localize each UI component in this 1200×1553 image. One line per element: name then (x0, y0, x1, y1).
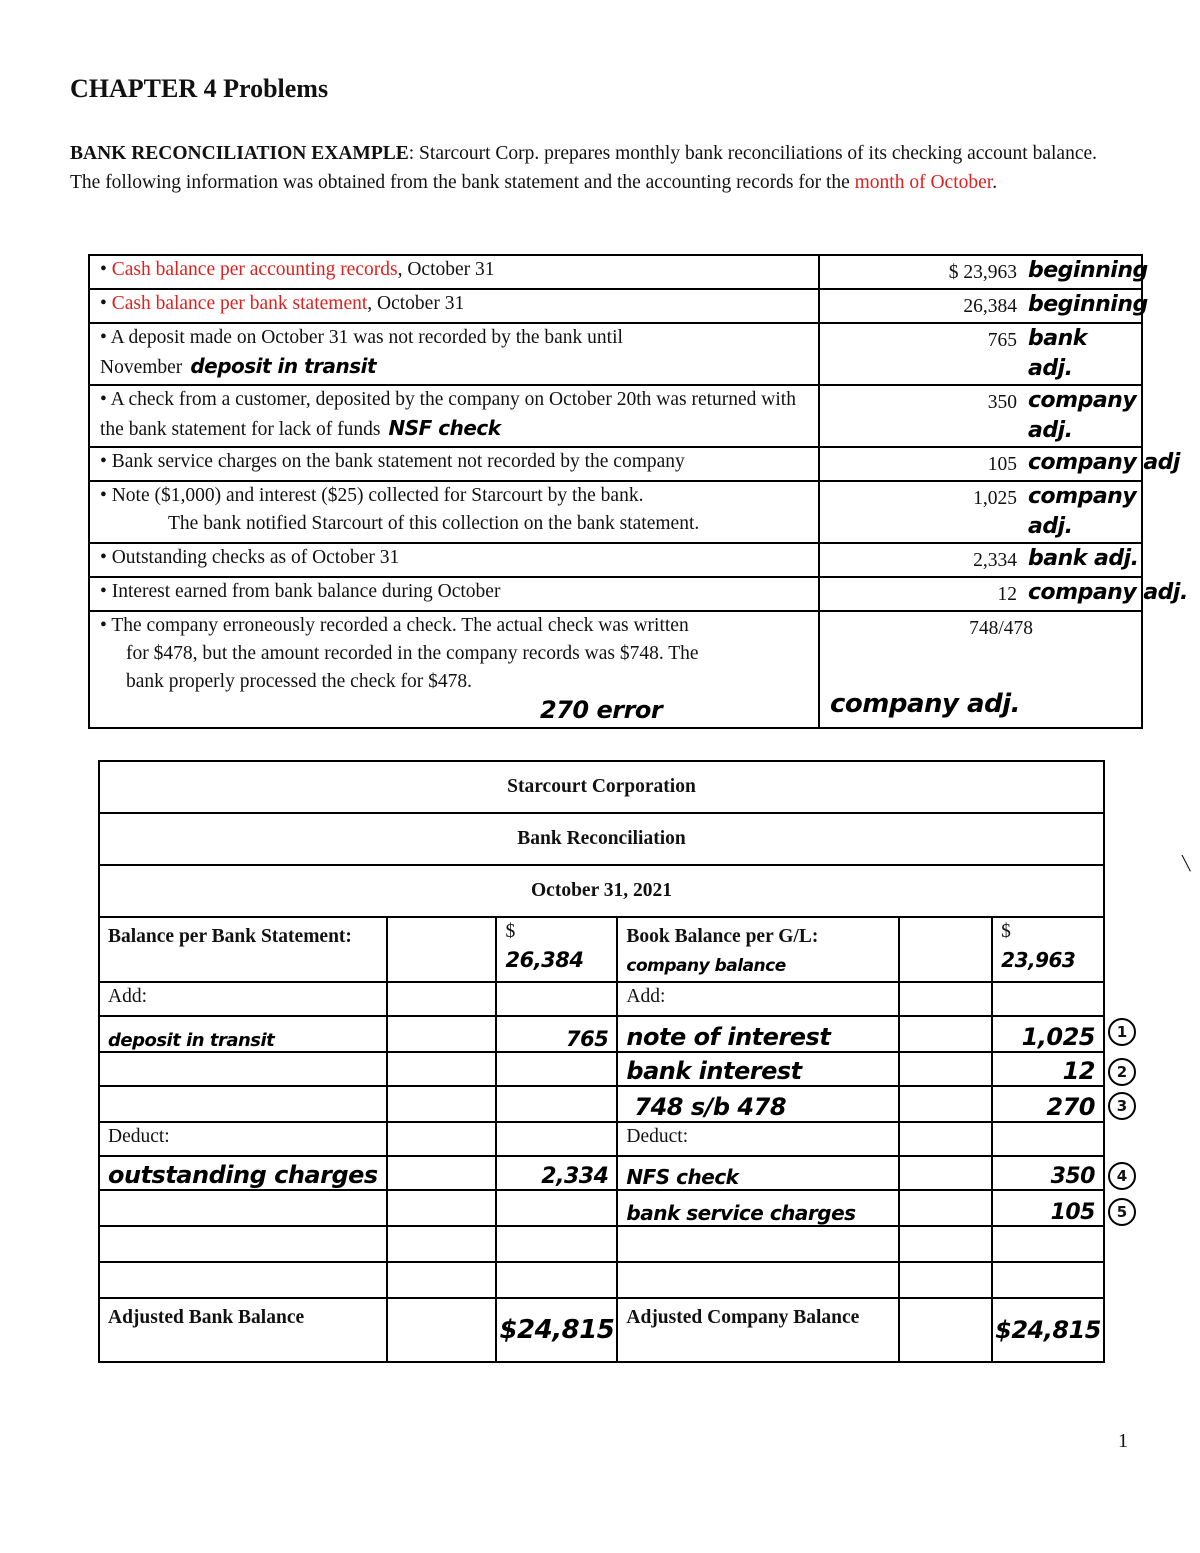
fact-handwritten-note: company adj (1028, 450, 1180, 475)
fact-text: Note ($1,000) and interest ($25) collected for Starcourt by the bank. (111, 485, 644, 506)
empty-cell (496, 982, 617, 1016)
fact-desc: • Interest earned from bank balance during October (89, 577, 819, 611)
fact-amount-cell (819, 611, 1142, 728)
fact-amount-cell (819, 481, 1142, 543)
fact-amount: 350 (987, 392, 1017, 413)
fact-red-text: Cash balance per accounting records (111, 259, 398, 280)
table-row (89, 611, 1142, 728)
fact-amount-cell (819, 543, 1142, 577)
fact-desc: • Note ($1,000) and interest ($25) collected for Starcourt by the bank. The bank notified Starcourt of this collection on the bank statement. (89, 481, 819, 543)
fact-handwritten-note: beginning (1028, 258, 1148, 283)
table-row (99, 865, 1104, 917)
fact-desc: • A deposit made on October 31 was not recorded by the bank until November deposit in transit (89, 323, 819, 385)
fact-handwritten-tag: NSF check (388, 416, 501, 440)
table-row (99, 1298, 1104, 1362)
empty-cell (496, 1262, 617, 1298)
empty-cell (387, 1016, 497, 1052)
table-row (99, 1156, 1104, 1190)
empty-cell (99, 1190, 387, 1226)
empty-cell (899, 1016, 992, 1052)
empty-cell (387, 917, 497, 982)
empty-cell (617, 1262, 899, 1298)
empty-cell (387, 1262, 497, 1298)
empty-cell (387, 1226, 497, 1262)
book-start-cell (992, 917, 1104, 982)
fact-desc: • A check from a customer, deposited by the company on October 20th was returned with the bank statement for lack of funds NSF check (89, 385, 819, 447)
empty-cell (899, 982, 992, 1016)
book-balance-cell (617, 917, 899, 982)
adjusted-bank-amount: $24,815 (496, 1298, 617, 1362)
table-row (99, 1086, 1104, 1122)
table-row (99, 1262, 1104, 1298)
empty-cell (899, 1262, 992, 1298)
table-row (89, 323, 1142, 385)
fact-text: Bank service charges on the bank statement not recorded by the company (111, 451, 685, 472)
empty-cell (387, 1122, 497, 1156)
table-row (99, 982, 1104, 1016)
circled-number-2: 2 (1108, 1058, 1136, 1086)
doc-date: October 31, 2021 (99, 865, 1104, 917)
fact-amount: 105 (987, 454, 1017, 475)
fact-amount: 1,025 (973, 488, 1017, 509)
table-row (89, 289, 1142, 323)
fact-amount: 2,334 (973, 550, 1017, 571)
fact-handwritten-tag: deposit in transit (190, 354, 377, 378)
fact-handwritten-note: company adj. (1028, 484, 1137, 539)
stray-mark: ╲ (1182, 857, 1191, 872)
fact-handwritten-note: company adj. (830, 689, 1020, 719)
fact-amount-cell (819, 323, 1142, 385)
empty-cell (387, 1086, 497, 1122)
bank-add-item: deposit in transit (99, 1016, 387, 1052)
fact-amount: $ 23,963 (948, 262, 1017, 283)
empty-cell (992, 1262, 1104, 1298)
empty-cell (899, 1052, 992, 1086)
deduct-label-book: Deduct: (617, 1122, 899, 1156)
empty-cell (899, 1190, 992, 1226)
fact-text: A deposit made on October 31 was not recorded by the bank until November (100, 327, 623, 378)
empty-cell (387, 1190, 497, 1226)
empty-cell (99, 1262, 387, 1298)
fact-desc: • Cash balance per accounting records, October 31 (89, 255, 819, 289)
fact-red-text: Cash balance per bank statement (111, 293, 368, 314)
table-row (99, 1190, 1104, 1226)
book-add-amount: 270 (992, 1086, 1104, 1122)
table-row (99, 761, 1104, 813)
empty-cell (992, 982, 1104, 1016)
fact-text-line3: bank properly processed the check for $478. (126, 671, 473, 692)
empty-cell (496, 1052, 617, 1086)
book-add-amount: 1,025 (992, 1016, 1104, 1052)
book-deduct-item: bank service charges (617, 1190, 899, 1226)
facts-table (88, 254, 1188, 729)
fact-amount-cell (819, 447, 1180, 481)
table-row (89, 543, 1142, 577)
adjusted-bank-label: Adjusted Bank Balance (99, 1298, 387, 1362)
bank-start-cell (496, 917, 617, 982)
table-row (89, 481, 1142, 543)
fact-text: , October 31 (367, 293, 465, 314)
fact-amount: 12 (997, 584, 1017, 605)
book-deduct-item: NFS check (617, 1156, 899, 1190)
empty-cell (899, 1156, 992, 1190)
empty-cell (899, 1122, 992, 1156)
bank-balance-label: Balance per Bank Statement: (99, 917, 387, 982)
circled-number-5: 5 (1108, 1198, 1136, 1226)
deduct-label: Deduct: (99, 1122, 387, 1156)
book-balance-note: company balance (626, 956, 786, 976)
table-row (89, 577, 1142, 611)
fact-amount: 765 (987, 330, 1017, 351)
book-add-item: note of interest (617, 1016, 899, 1052)
empty-cell (899, 1086, 992, 1122)
fact-desc: • Cash balance per bank statement, October 31 (89, 289, 819, 323)
table-row (99, 917, 1104, 982)
fact-text: The company erroneously recorded a check. The actual check was written (111, 615, 689, 636)
empty-cell (99, 1226, 387, 1262)
fact-desc: • Bank service charges on the bank statement not recorded by the company (89, 447, 819, 481)
intro-text-a: : Starcourt Corp. prepares monthly bank reconciliations of its checking account balance. The following information was obtained from the bank statement and the accounting records for the (70, 143, 1097, 193)
intro-text-b: . (992, 171, 998, 193)
fact-text: , October 31 (397, 259, 495, 280)
fact-handwritten-tag: 270 error (540, 696, 663, 724)
circled-number-3: 3 (1108, 1092, 1136, 1120)
table-row (99, 813, 1104, 865)
fact-text: Interest earned from bank balance during October (111, 581, 501, 602)
empty-cell (99, 1086, 387, 1122)
empty-cell (496, 1086, 617, 1122)
fact-text-line2: The bank notified Starcourt of this collection on the bank statement. (168, 513, 700, 534)
table-row (89, 255, 1142, 289)
doc-title: Bank Reconciliation (99, 813, 1104, 865)
empty-cell (617, 1226, 899, 1262)
book-add-amount: 12 (992, 1052, 1104, 1086)
fact-desc: • The company erroneously recorded a check. The actual check was written for $478, but the amount recorded in the company records was $748. The bank properly processed the check for $478. 270 error (89, 611, 819, 728)
empty-cell (992, 1226, 1104, 1262)
intro-label: BANK RECONCILIATION EXAMPLE (70, 143, 409, 164)
book-add-item: 748 s/b 478 (617, 1086, 899, 1122)
circled-number-4: 4 (1108, 1162, 1136, 1190)
table-row (89, 447, 1142, 481)
table-row (99, 1016, 1104, 1052)
empty-cell (899, 917, 992, 982)
book-deduct-amount: 105 (992, 1190, 1104, 1226)
adjusted-book-label: Adjusted Company Balance (617, 1298, 899, 1362)
empty-cell (899, 1298, 992, 1362)
table-row (99, 1226, 1104, 1262)
bank-start-amount: 26,384 (505, 948, 584, 972)
bank-deduct-amount: 2,334 (496, 1156, 617, 1190)
fact-handwritten-note: company adj. (1028, 388, 1137, 443)
adjusted-book-amount: $24,815 (992, 1298, 1104, 1362)
fact-desc: • Outstanding checks as of October 31 (89, 543, 819, 577)
fact-amount-cell (819, 577, 1188, 611)
fact-text-line2: for $478, but the amount recorded in the company records was $748. The (126, 643, 699, 664)
empty-cell (992, 1122, 1104, 1156)
fact-amount-cell (819, 289, 1148, 323)
empty-cell (496, 1226, 617, 1262)
intro-red-text: month of October (854, 171, 993, 193)
empty-cell (899, 1226, 992, 1262)
fact-amount: 26,384 (963, 296, 1017, 317)
dollar-sign: $ (1001, 921, 1011, 942)
fact-handwritten-note: bank adj. (1028, 326, 1087, 381)
company-name: Starcourt Corporation (99, 761, 1104, 813)
dollar-sign: $ (505, 921, 516, 942)
fact-handwritten-note: beginning (1028, 292, 1148, 317)
fact-text: A check from a customer, deposited by the company on October 20th was returned with the bank statement for lack of funds (100, 389, 796, 440)
book-balance-label: Book Balance per G/L: (626, 926, 819, 947)
table-row (99, 1122, 1104, 1156)
empty-cell (387, 982, 497, 1016)
empty-cell (387, 1052, 497, 1086)
fact-text: Outstanding checks as of October 31 (111, 547, 400, 568)
add-label: Add: (99, 982, 387, 1016)
reconciliation-table (98, 760, 1105, 1363)
intro-paragraph (70, 140, 1130, 197)
fact-handwritten-note: bank adj. (1028, 546, 1139, 571)
fact-handwritten-note: company adj. (1028, 580, 1188, 605)
fact-amount: 748/478 (969, 618, 1033, 639)
table-row (89, 385, 1142, 447)
bank-deduct-item: outstanding charges (99, 1156, 387, 1190)
book-deduct-amount: 350 (992, 1156, 1104, 1190)
empty-cell (496, 1190, 617, 1226)
bank-add-amount: 765 (496, 1016, 617, 1052)
fact-amount-cell (819, 255, 1148, 289)
circled-number-1: 1 (1108, 1018, 1136, 1046)
book-add-item: bank interest (617, 1052, 899, 1086)
book-start-amount: 23,963 (1001, 948, 1076, 972)
fact-amount-cell (819, 385, 1142, 447)
add-label-book: Add: (617, 982, 899, 1016)
table-row (99, 1052, 1104, 1086)
empty-cell (387, 1298, 497, 1362)
page-title: CHAPTER 4 Problems (70, 74, 329, 103)
empty-cell (387, 1156, 497, 1190)
empty-cell (99, 1052, 387, 1086)
page-number: 1 (1118, 1430, 1128, 1452)
empty-cell (496, 1122, 617, 1156)
